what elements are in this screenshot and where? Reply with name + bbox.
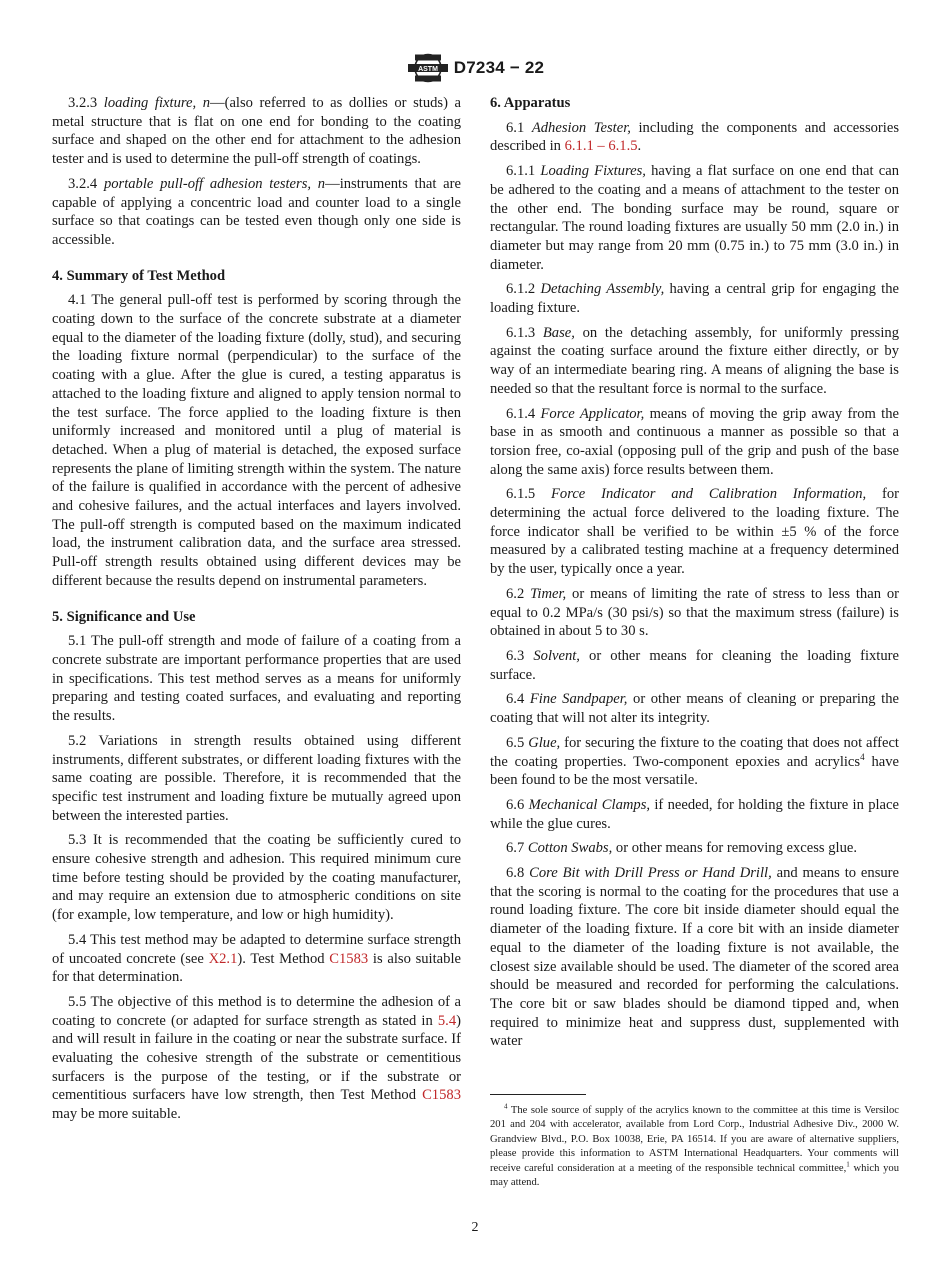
section-6-5: 6.5 Glue, for securing the fixture to the coating that does not affect the coating properties. Two-component epoxies and acrylics$^4$ have been found to be the most versatile. <box>490 734 899 789</box>
section-6-8: 6.8 Core Bit with Drill Press or Hand Drill, and means to ensure that the scoring is normal to the coating for the procedures that use a round loading fixture. The core bit inside diameter should equal the diameter of the loading fixture. If a core bit with an inside diameter equal to the diameter of the loading fixture is not available, the closest size available should be used. The diameter of the scored area should be measured and recorded for performing the calculations. The core bit or saw blades should be diamond tipped and, when required to minimize heat and suppress dust, supplemented with water <box>490 865 900 1050</box>
page-number: 2 <box>471 1220 479 1235</box>
link-c1583-2[interactable]: C1583 <box>422 1087 461 1104</box>
page-header <box>0 52 950 84</box>
section-4-1: 4.1 The general pull-off test is performed by scoring through the coating down to the surface of the concrete substrate at a diameter equal to the diameter of the loading fixture (dolly, stud), and securing the loading fixture normal (perpendicular) to the surface of the coating with a glue. After the glue is cured, a testing apparatus is attached to the loading fixture and aligned to apply tension normal to the test surface. The force applied to the loading fixture is then uniformly increased and monitored until a plug of material is detached. When a plug of material is detached, the exposed surface represents the plane of limiting strength within the system. The nature of the failure is qualified in accordance with the percent of adhesive and cohesive failures, and the actual interfaces and layers involved. The pull-off strength is computed based on the maximum indicated load, the instrument calibration data, and the surface area stressed. Pull-off strength results obtained using different devices may be different because the results depend on instrumental parameters. <box>52 292 461 589</box>
footnote-ref-1[interactable]: 1 <box>846 1160 850 1169</box>
link-c1583[interactable]: C1583 <box>329 950 369 967</box>
section-5-heading: 5. Significance and Use <box>52 608 196 625</box>
section-6-1-3: 6.1.3 Base, on the detaching assembly, for uniformly pressing against the coating surface around the fixture either directly, or by way of an intermediate bearing ring. A means of aligning the base is needed so that the resultant force is normal to the surface. <box>490 324 899 397</box>
section-6-2: 6.2 Timer, or means of limiting the rate of stress to less than or equal to 0.2 MPa/s (30 psi/s) so that the maximum stress (failure) is obtained in about 5 to 30 s. <box>490 585 900 640</box>
section-5-1: 5.1 The pull-off strength and mode of failure of a coating from a concrete substrate are important performance properties that are used in specifications. This test method serves as a means for uniformly preparing and testing coated surfaces, and evaluating and reporting the results. <box>52 633 461 725</box>
standard-designation: D7234 − 22 <box>453 58 545 77</box>
left-column <box>52 94 461 1130</box>
section-5-4: 5.4 This test method may be adapted to determine surface strength of uncoated concrete (see X2.1). Test Method C1583 is also suitable for that determination. <box>52 931 461 986</box>
section-6-1: 6.1 Adhesion Tester, including the components and accessories described in 6.1.1 – 6.1.5. <box>490 119 900 155</box>
section-6-6: 6.6 Mechanical Clamps, if needed, for holding the fixture in place while the glue cures. <box>490 796 899 832</box>
section-6-3: 6.3 Solvent, or other means for cleaning the loading fixture surface. <box>490 647 899 683</box>
section-5-2: 5.2 Variations in strength results obtained using different instruments, different substrates, or different loading fixtures with the same coating are possible. Therefore, it is recommended that the specific test instrument and loading fixture be mutually agreed upon between the interested parties. <box>52 732 461 824</box>
footnote-divider <box>490 1094 586 1095</box>
section-3-2-3: 3.2.3 loading fixture, n—(also referred to as dollies or studs) a metal structure that is flat on one end for bonding to the coating surface and shaped on the other end for attachment to the adhesion tester and is used to determine the pull-off strength of coatings. <box>52 95 462 168</box>
astm-logo-icon <box>406 53 450 83</box>
section-6-1-2: 6.1.2 Detaching Assembly, having a central grip for engaging the loading fixture. <box>490 281 899 317</box>
footnote-ref-4[interactable]: 4 <box>860 751 865 762</box>
section-5-3: 5.3 It is recommended that the coating be sufficiently cured to ensure cohesive strength and adhesion. This required minimum cure time before testing should be provided by the coating manufacturer, and may require an extension due to atmospheric conditions on site (for example, low temperature, and low or high humidity). <box>52 832 461 924</box>
section-6-heading: 6. Apparatus <box>490 95 571 111</box>
section-6-7: 6.7 Cotton Swabs, or other means for removing excess glue. <box>506 840 858 857</box>
right-column <box>490 94 899 1057</box>
svg-text:ASTM: ASTM <box>417 66 438 73</box>
section-4-heading: 4. Summary of Test Method <box>52 267 226 284</box>
section-6-1-1: 6.1.1 Loading Fixtures, having a flat surface on one end that can be adhered to the coating and a means of attachment to the tester on the other end. The bonding surface may be round, square or rectangular. The round loading fixtures are usually 50 mm (2.0 in.) in diameter but may range from 20 mm (0.75 in.) to 75 mm (3.0 in.) in diameter. <box>490 163 900 273</box>
link-6-1-1-to-6-1-5[interactable]: 6.1.1 – 6.1.5 <box>564 138 638 155</box>
section-3-2-4: 3.2.4 portable pull-off adhesion testers, n—instruments that are capable of applying a concentric load and counter load to a single surface so that coatings can be tested even though only one side is accessible. <box>52 175 461 248</box>
section-6-1-4: 6.1.4 Force Applicator, means of moving the grip away from the base in as smooth and continuous a manner as possible so that a torsion free, co-axial (opposing pull of the grip and push of the base along the same axis) force results between them. <box>490 405 899 478</box>
section-6-4: 6.4 Fine Sandpaper, or other means of cleaning or preparing the coating that will not alter its integrity. <box>490 691 899 727</box>
section-6-1-5: 6.1.5 Force Indicator and Calibration Information, for determining the actual force delivered to the loading fixture. The force indicator shall be verified to be within ±5 % of the force measured by a calibrated testing machine at a frequency determined by the user, typically once a year. <box>490 486 899 578</box>
section-5-5: 5.5 The objective of this method is to determine the adhesion of a coating to concrete (or adapted for surface strength as stated in 5.4) and will result in failure in the coating or near the substrate surface. If evaluating the cohesive strength of the substrate or cementitious surfacers is the purpose of the testing, or if the substrate or cementitious surfacers have low strength, then Test Method C1583 may be more suitable. <box>52 993 461 1123</box>
link-x2-1[interactable]: X2.1 <box>208 950 238 967</box>
link-5-4[interactable]: 5.4 <box>437 1012 457 1029</box>
footnote-4: $^4$ The sole source of supply of the acrylics known to the committee at this time is Versiloc 201 and 204 with accelerator, available from Lord Corp., Industrial Adhesive Div., 2000 W. Grandview Blvd., P.O. Box 10038, Erie, PA 16514. If you are aware of alternative suppliers, please provide this information to ASTM International Headquarters. Your comments will receive careful consideration at a meeting of the responsible technical committee,$^1$ which you may attend. <box>490 1102 899 1189</box>
